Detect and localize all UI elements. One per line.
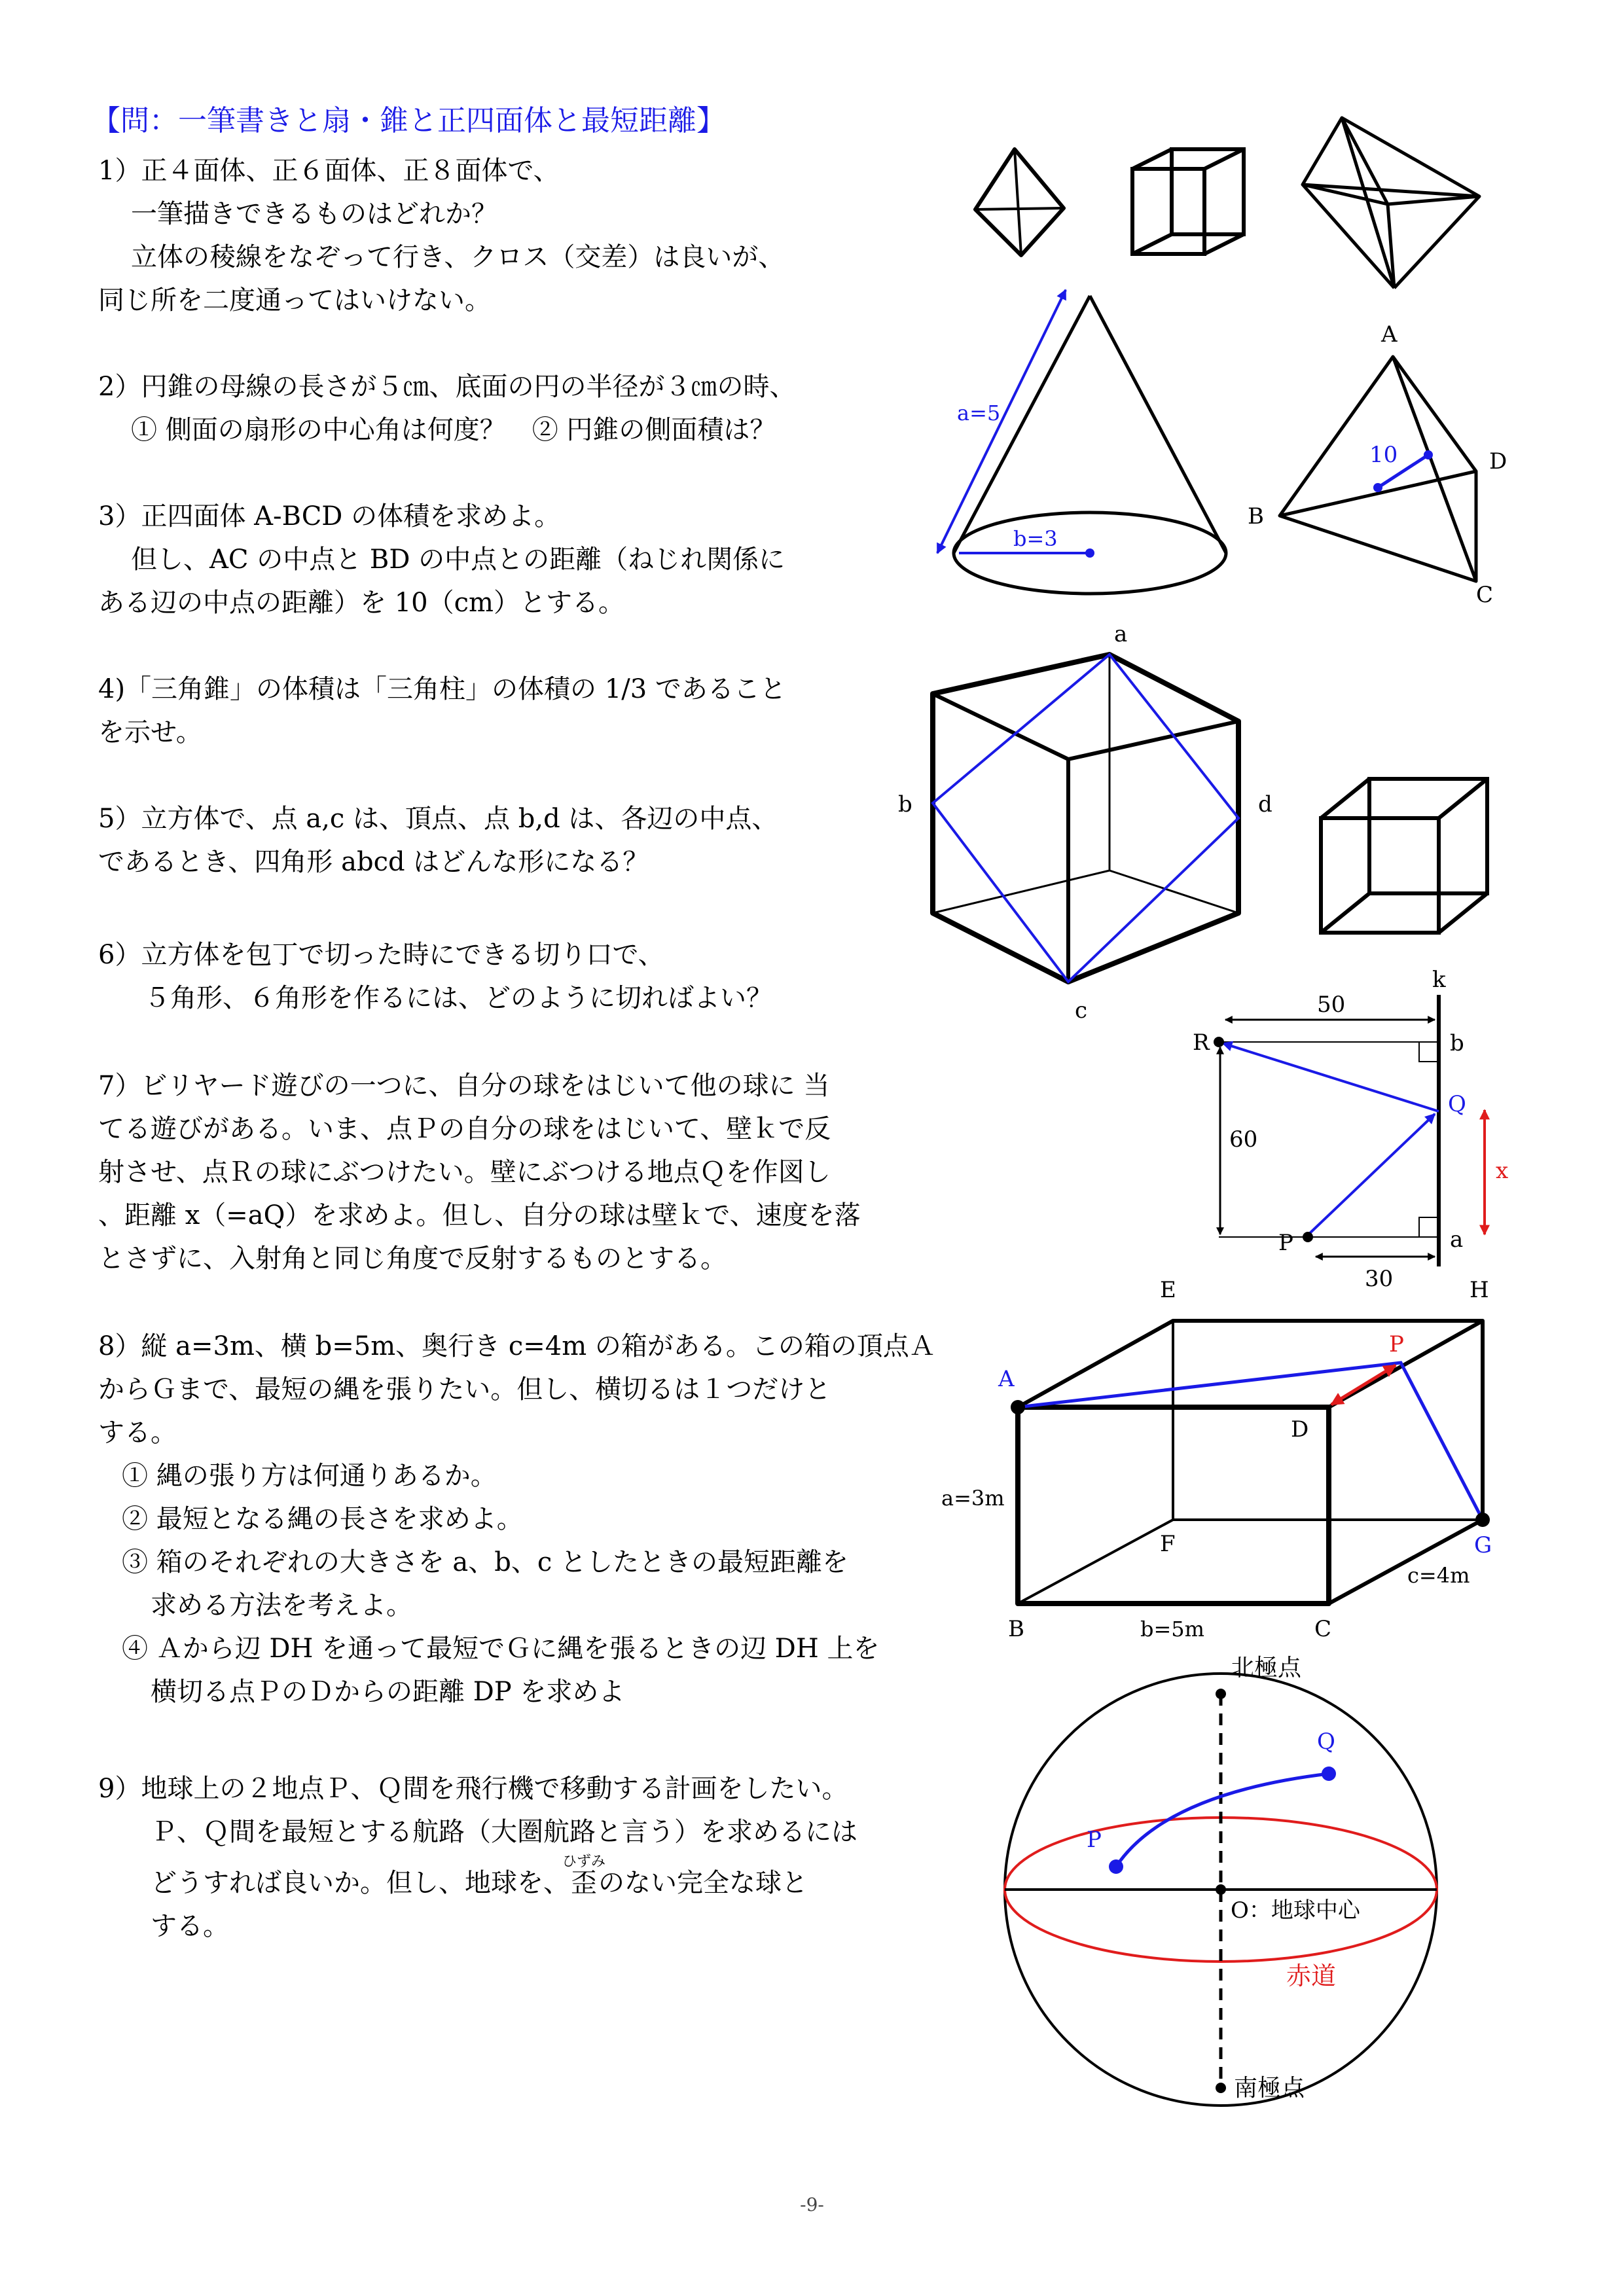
tetra-distance-label: 10 [1369,442,1398,468]
billiard-label-k: k [1432,967,1446,993]
box-label-p: P [1389,1331,1404,1357]
tetrahedron-figure [975,149,1064,255]
question-line: ④ Ａから辺 DH を通って最短でＧに縄を張るときの辺 DH 上を [122,1634,880,1664]
box-label-h: H [1470,1277,1489,1303]
globe-south-label: 南極点 [1234,2075,1305,2102]
tetra-label-a: A [1381,321,1398,348]
billiard-label-x: x [1496,1158,1509,1184]
billiard-left-distance: 60 [1229,1126,1258,1153]
globe-equator-label: 赤道 [1286,1962,1337,1990]
globe-figure [1005,1655,1437,2106]
billiard-label-p: P [1278,1230,1293,1256]
question-line: 射させ、点Ｒの球にぶつけたい。壁にぶつける地点Ｑを作図し [98,1157,831,1187]
cone-figure [937,290,1226,594]
tetra-label-d: D [1489,448,1507,475]
box-label-d: D [1291,1416,1309,1443]
question-line: 1）正４面体、正６面体、正８面体で、 [98,156,560,186]
question-line: 立体の稜線をなぞって行き、クロス（交差）は良いが、 [131,242,785,272]
question-line: する。 [98,1418,177,1448]
box-width-label: b=5m [1140,1617,1204,1641]
billiard-top-distance: 50 [1317,992,1346,1018]
question-line: 横切る点ＰのＤからの距離 DP を求めよ [151,1677,625,1707]
question-line: 、距離 x（=aQ）を求めよ。但し、自分の球は壁ｋで、速度を落 [98,1200,861,1230]
question-line: 3）正四面体 A-BCD の体積を求めよ。 [98,501,561,531]
question-line: ５角形、６角形を作るには、どのように切ればよい？ [144,983,772,1013]
question-line: 7）ビリヤード遊びの一つに、自分の球をはじいて他の球に 当 [98,1071,830,1101]
box-depth-label: c=4m [1407,1563,1470,1588]
globe-center-label: O：地球中心 [1231,1897,1360,1924]
ruby-base: 歪 [562,1868,605,1898]
billiard-label-b: b [1450,1030,1464,1056]
hexahedron-figure [1132,149,1244,254]
question-line: であるとき、四角形 abcd はどんな形になる？ [98,847,649,877]
question-line: 2）円錐の母線の長さが５㎝、底面の円の半径が３㎝の時、 [98,372,796,402]
box-label-e: E [1160,1277,1176,1303]
page-number: -9- [800,2194,824,2215]
question-line: ② 最短となる縄の長さを求めよ。 [122,1504,523,1534]
question-line: を示せ。 [98,717,202,747]
globe-point-p: P [1087,1827,1102,1853]
question-line: Ｐ、Ｑ間を最短とする航路（大圏航路と言う）を求めるには [151,1817,857,1847]
billiard-bottom-distance: 30 [1365,1266,1394,1292]
question-line: てる遊びがある。いま、点Ｐの自分の球をはじいて、壁ｋで反 [98,1114,831,1144]
question-line: 6）立方体を包丁で切った時にできる切り口で、 [98,940,664,970]
cube-label-a: a [1114,621,1128,647]
question-line: 9）地球上の２地点Ｐ、Ｑ間を飛行機で移動する計画をしたい。 [98,1774,848,1804]
octahedron-figure [1303,118,1479,288]
tetra-label-b: B [1248,503,1264,529]
box-height-label: a=3m [941,1486,1005,1511]
question-line: 5）立方体で、点 a,c は、頂点、点 b,d は、各辺の中点、 [98,804,778,834]
question-text: どうすれば良いか。但し、地球を、 [151,1868,569,1898]
question-line: 8）縦 a=3m、横 b=5m、奥行き c=4m の箱がある。この箱の頂点Ａ [98,1331,935,1361]
cube-label-b: b [898,791,912,817]
box-label-g: G [1474,1532,1492,1558]
question-line: ① 側面の扇形の中心角は何度？ ② 円錐の側面積は？ [131,415,776,445]
page-title: 【問：一筆書きと扇・錐と正四面体と最短距離】 [92,104,725,137]
question-line: 同じ所を二度通ってはいけない。 [98,285,491,315]
question-line: ① 縄の張り方は何通りあるか。 [122,1461,497,1491]
question-line: する。 [151,1911,229,1941]
cube-abcd-figure [898,621,1272,1024]
billiard-label-a: a [1450,1227,1464,1253]
small-cube-figure [1321,779,1487,933]
cube-label-d: d [1258,791,1272,817]
question-line: 但し、AC の中点と BD の中点との距離（ねじれ関係に [131,545,785,575]
question-line: からＧまで、最短の縄を張りたい。但し、横切るは１つだけと [98,1374,831,1405]
billiard-label-r: R [1193,1030,1210,1056]
ruby-reading: ひずみ [562,1854,606,1870]
question-line: ③ 箱のそれぞれの大きさを a、b、c としたときの最短距離を [122,1547,848,1577]
question-line: 4)「三角錐」の体積は「三角柱」の体積の 1/3 であること [98,674,786,704]
box-figure [941,1277,1492,1642]
box-label-f: F [1160,1531,1176,1557]
box-label-b: B [1008,1616,1024,1642]
billiard-label-q: Q [1448,1091,1466,1117]
question-line: 一筆描きできるものはどれか？ [131,199,497,229]
billiard-figure [1193,967,1508,1292]
question-text: のない完全な球と [598,1868,808,1898]
tetra-label-c: C [1476,582,1494,608]
box-label-c: C [1314,1616,1332,1642]
question-line: とさずに、入射角と同じ角度で反射するものとする。 [98,1244,727,1274]
cone-slant-label: a=5 [957,401,1001,425]
cone-radius-label: b=3 [1013,526,1058,551]
cube-label-c: c [1075,997,1088,1024]
box-label-a: A [998,1366,1015,1392]
tetrahedron-abcd-figure [1248,321,1507,608]
question-line: 求める方法を考えよ。 [151,1590,412,1621]
globe-north-label: 北極点 [1231,1655,1302,1681]
globe-point-q: Q [1317,1729,1335,1755]
question-line: ある辺の中点の距離）を 10（cm）とする。 [98,588,624,618]
